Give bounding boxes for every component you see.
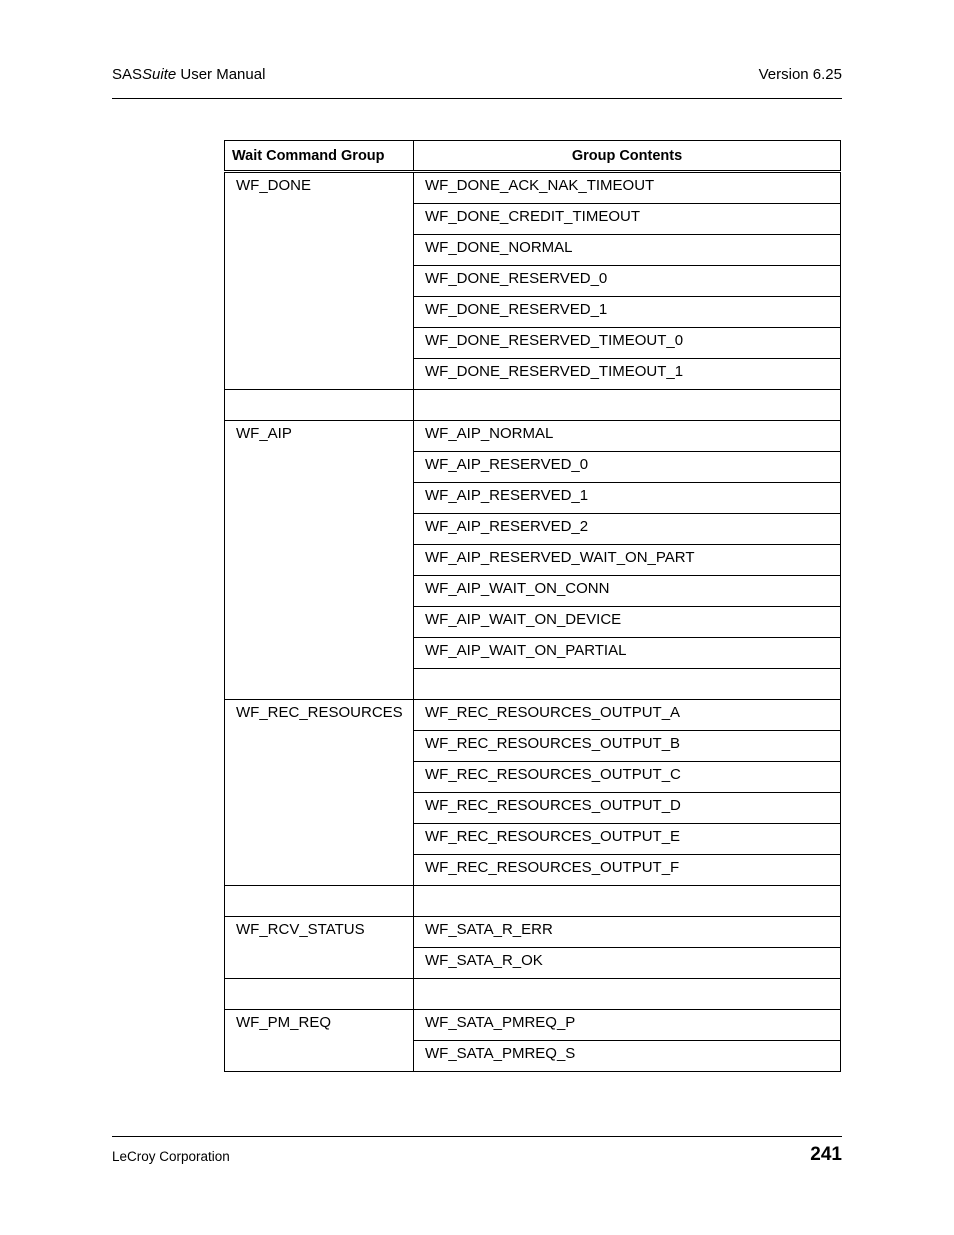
empty-cell bbox=[225, 390, 414, 421]
group-name-cell bbox=[225, 421, 414, 700]
separator-row bbox=[225, 390, 841, 421]
company-name: LeCroy Corporation bbox=[112, 1149, 230, 1164]
group-item-cell bbox=[414, 235, 841, 266]
group-item: WF_DONE_NORMAL bbox=[425, 239, 573, 256]
group-item: WF_REC_RESOURCES_OUTPUT_A bbox=[425, 704, 681, 721]
group-item-cell bbox=[414, 483, 841, 514]
group-item-cell bbox=[414, 452, 841, 483]
empty-cell bbox=[414, 886, 841, 917]
group-item-cell bbox=[414, 948, 841, 979]
table-row bbox=[225, 172, 841, 204]
group-name: WF_PM_REQ bbox=[236, 1014, 332, 1031]
group-item: WF_REC_RESOURCES_OUTPUT_D bbox=[425, 797, 681, 814]
group-item-cell bbox=[414, 545, 841, 576]
wait-command-table bbox=[224, 140, 841, 1072]
group-name-cell bbox=[225, 700, 414, 886]
group-item: WF_AIP_RESERVED_1 bbox=[425, 487, 589, 504]
group-item-cell bbox=[414, 638, 841, 669]
group-item: WF_SATA_PMREQ_S bbox=[425, 1045, 576, 1062]
group-item: WF_DONE_RESERVED_TIMEOUT_1 bbox=[425, 363, 684, 380]
group-item-cell bbox=[414, 1041, 841, 1072]
separator-row bbox=[225, 979, 841, 1010]
group-item-cell bbox=[414, 297, 841, 328]
group-item-cell bbox=[414, 700, 841, 731]
group-item-cell bbox=[414, 917, 841, 948]
page-header bbox=[112, 64, 842, 99]
table-header-row bbox=[225, 141, 841, 172]
group-item-cell bbox=[414, 793, 841, 824]
group-item: WF_REC_RESOURCES_OUTPUT_B bbox=[425, 735, 681, 752]
group-name: WF_RCV_STATUS bbox=[236, 921, 365, 938]
table-row bbox=[225, 1010, 841, 1041]
empty-cell bbox=[414, 390, 841, 421]
group-item: WF_DONE_ACK_NAK_TIMEOUT bbox=[425, 177, 655, 194]
group-item: WF_AIP_WAIT_ON_PARTIAL bbox=[425, 642, 627, 659]
column-header-contents: Group Contents bbox=[414, 141, 841, 172]
group-item: WF_REC_RESOURCES_OUTPUT_F bbox=[425, 859, 680, 876]
group-item: WF_AIP_WAIT_ON_DEVICE bbox=[425, 611, 622, 628]
group-item-cell bbox=[414, 514, 841, 545]
group-item-cell bbox=[414, 576, 841, 607]
group-item-cell bbox=[414, 824, 841, 855]
group-item: WF_SATA_R_OK bbox=[425, 952, 543, 969]
group-name: WF_DONE bbox=[236, 177, 311, 194]
group-item-cell bbox=[414, 607, 841, 638]
group-name-cell bbox=[225, 1010, 414, 1072]
group-item: WF_AIP_RESERVED_WAIT_ON_PART bbox=[425, 549, 695, 566]
column-header-group: Wait Command Group bbox=[225, 141, 414, 172]
table-row bbox=[225, 700, 841, 731]
group-item: WF_DONE_RESERVED_TIMEOUT_0 bbox=[425, 332, 684, 349]
empty-cell bbox=[225, 979, 414, 1010]
page-number: 241 bbox=[810, 1144, 842, 1165]
group-item-cell bbox=[414, 266, 841, 297]
table-row bbox=[225, 917, 841, 948]
empty-cell bbox=[225, 886, 414, 917]
group-item-cell bbox=[414, 855, 841, 886]
separator-row bbox=[225, 886, 841, 917]
group-item-cell bbox=[414, 669, 841, 700]
group-item: WF_AIP_RESERVED_2 bbox=[425, 518, 589, 535]
group-item: WF_AIP_RESERVED_0 bbox=[425, 456, 589, 473]
group-item-cell bbox=[414, 1010, 841, 1041]
manual-title bbox=[112, 66, 265, 83]
group-item: WF_AIP_NORMAL bbox=[425, 425, 554, 442]
group-name-cell bbox=[225, 172, 414, 390]
group-item: WF_REC_RESOURCES_OUTPUT_C bbox=[425, 766, 681, 783]
group-item-cell bbox=[414, 731, 841, 762]
table-body bbox=[225, 172, 841, 1072]
group-item: WF_AIP_WAIT_ON_CONN bbox=[425, 580, 610, 597]
group-name: WF_REC_RESOURCES bbox=[236, 704, 403, 721]
group-item: WF_SATA_R_ERR bbox=[425, 921, 553, 938]
title-suffix: User Manual bbox=[176, 66, 266, 83]
group-item-cell bbox=[414, 328, 841, 359]
version-label: Version 6.25 bbox=[758, 66, 842, 83]
group-item-cell bbox=[414, 359, 841, 390]
group-item-cell bbox=[414, 204, 841, 235]
title-prefix: SAS bbox=[112, 66, 143, 83]
group-item: WF_REC_RESOURCES_OUTPUT_E bbox=[425, 828, 681, 845]
group-item: WF_DONE_RESERVED_0 bbox=[425, 270, 608, 287]
group-item: WF_SATA_PMREQ_P bbox=[425, 1014, 576, 1031]
empty-cell bbox=[414, 979, 841, 1010]
group-name-cell bbox=[225, 917, 414, 979]
page-footer bbox=[112, 1136, 842, 1165]
group-name: WF_AIP bbox=[236, 425, 292, 442]
table-row bbox=[225, 421, 841, 452]
group-item: WF_DONE_RESERVED_1 bbox=[425, 301, 608, 318]
group-item-cell bbox=[414, 172, 841, 204]
group-item-cell bbox=[414, 421, 841, 452]
group-item: WF_DONE_CREDIT_TIMEOUT bbox=[425, 208, 641, 225]
title-italic: Suite bbox=[142, 66, 177, 83]
group-item-cell bbox=[414, 762, 841, 793]
